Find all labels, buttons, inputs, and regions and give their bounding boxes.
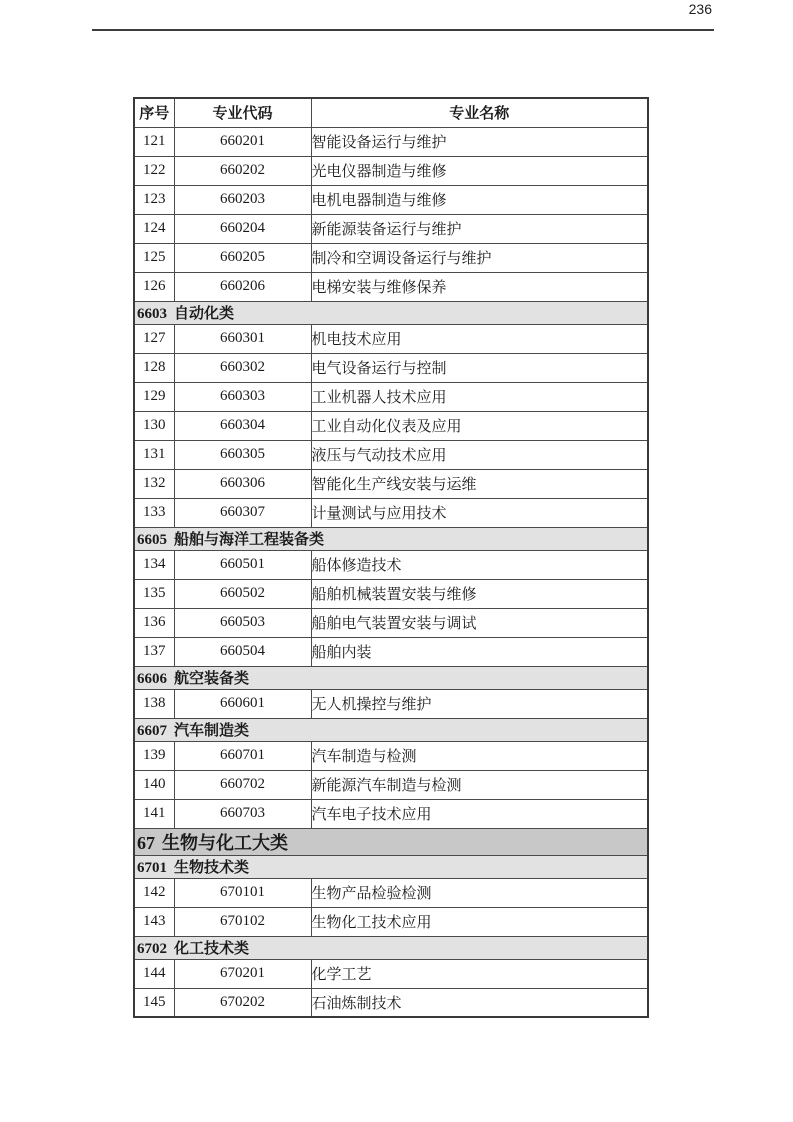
code-cell: 660304 xyxy=(174,411,311,440)
seq-cell: 127 xyxy=(134,324,174,353)
code-cell: 660306 xyxy=(174,469,311,498)
code-cell: 660504 xyxy=(174,637,311,666)
code-cell: 660301 xyxy=(174,324,311,353)
section-name: 汽车制造类 xyxy=(174,722,250,739)
section-row xyxy=(134,718,648,741)
code-cell: 660206 xyxy=(174,272,311,301)
code-cell: 660703 xyxy=(174,799,311,828)
code-cell: 660205 xyxy=(174,243,311,272)
code-cell: 660702 xyxy=(174,770,311,799)
table-row xyxy=(134,959,648,988)
seq-cell: 144 xyxy=(134,959,174,988)
code-cell: 660204 xyxy=(174,214,311,243)
name-cell: 船体修造技术 xyxy=(311,550,648,579)
table-row xyxy=(134,550,648,579)
table-row xyxy=(134,382,648,411)
seq-cell: 128 xyxy=(134,353,174,382)
name-cell: 新能源汽车制造与检测 xyxy=(311,770,648,799)
code-cell: 660201 xyxy=(174,127,311,156)
seq-cell: 123 xyxy=(134,185,174,214)
code-cell: 660601 xyxy=(174,689,311,718)
table-row xyxy=(134,579,648,608)
name-cell: 船舶电气装置安装与调试 xyxy=(311,608,648,637)
table-row xyxy=(134,243,648,272)
code-cell: 670102 xyxy=(174,907,311,936)
seq-cell: 131 xyxy=(134,440,174,469)
seq-cell: 142 xyxy=(134,878,174,907)
section-name: 生物技术类 xyxy=(174,859,250,876)
table-row xyxy=(134,353,648,382)
table-row xyxy=(134,689,648,718)
table-row xyxy=(134,411,648,440)
section-code: 6603 xyxy=(137,306,167,322)
code-cell: 660305 xyxy=(174,440,311,469)
table-row xyxy=(134,440,648,469)
section-code: 67 xyxy=(137,832,155,853)
code-cell: 660502 xyxy=(174,579,311,608)
seq-cell: 121 xyxy=(134,127,174,156)
seq-cell: 122 xyxy=(134,156,174,185)
section-row xyxy=(134,301,648,324)
seq-cell: 132 xyxy=(134,469,174,498)
col-header-seq: 序号 xyxy=(134,98,174,127)
name-cell: 石油炼制技术 xyxy=(311,988,648,1017)
name-cell: 生物产品检验检测 xyxy=(311,878,648,907)
seq-cell: 133 xyxy=(134,498,174,527)
table-row xyxy=(134,498,648,527)
table-row xyxy=(134,156,648,185)
table-row xyxy=(134,185,648,214)
seq-cell: 124 xyxy=(134,214,174,243)
seq-cell: 138 xyxy=(134,689,174,718)
table-row xyxy=(134,272,648,301)
name-cell: 无人机操控与维护 xyxy=(311,689,648,718)
col-header-code: 专业代码 xyxy=(174,98,311,127)
table-row xyxy=(134,878,648,907)
seq-cell: 126 xyxy=(134,272,174,301)
seq-cell: 135 xyxy=(134,579,174,608)
section-name: 船舶与海洋工程装备类 xyxy=(174,531,325,548)
name-cell: 生物化工技术应用 xyxy=(311,907,648,936)
table-row xyxy=(134,469,648,498)
section-row xyxy=(134,936,648,959)
table-row xyxy=(134,324,648,353)
seq-cell: 125 xyxy=(134,243,174,272)
name-cell: 机电技术应用 xyxy=(311,324,648,353)
code-cell: 660501 xyxy=(174,550,311,579)
code-cell: 660503 xyxy=(174,608,311,637)
section-code: 6605 xyxy=(137,532,167,548)
code-cell: 660202 xyxy=(174,156,311,185)
name-cell: 制冷和空调设备运行与维护 xyxy=(311,243,648,272)
seq-cell: 129 xyxy=(134,382,174,411)
name-cell: 工业自动化仪表及应用 xyxy=(311,411,648,440)
seq-cell: 137 xyxy=(134,637,174,666)
section-code: 6701 xyxy=(137,860,167,876)
code-cell: 660303 xyxy=(174,382,311,411)
section-row xyxy=(134,666,648,689)
table-header-row xyxy=(134,98,648,127)
section-label-cell xyxy=(134,718,648,741)
section-label-cell xyxy=(134,828,648,855)
section-name: 化工技术类 xyxy=(174,940,250,957)
section-code: 6607 xyxy=(137,723,167,739)
seq-cell: 139 xyxy=(134,741,174,770)
seq-cell: 134 xyxy=(134,550,174,579)
section-name: 自动化类 xyxy=(174,305,235,322)
name-cell: 光电仪器制造与维修 xyxy=(311,156,648,185)
section-row xyxy=(134,527,648,550)
code-cell: 670202 xyxy=(174,988,311,1017)
section-label-cell xyxy=(134,855,648,878)
section-label-cell xyxy=(134,301,648,324)
name-cell: 液压与气动技术应用 xyxy=(311,440,648,469)
header-rule xyxy=(92,29,714,31)
code-cell: 660203 xyxy=(174,185,311,214)
name-cell: 电机电器制造与维修 xyxy=(311,185,648,214)
code-cell: 660701 xyxy=(174,741,311,770)
seq-cell: 140 xyxy=(134,770,174,799)
majors-table xyxy=(133,97,649,1018)
name-cell: 化学工艺 xyxy=(311,959,648,988)
code-cell: 670201 xyxy=(174,959,311,988)
section-name: 生物与化工大类 xyxy=(162,832,288,853)
table-row xyxy=(134,608,648,637)
name-cell: 工业机器人技术应用 xyxy=(311,382,648,411)
name-cell: 船舶机械装置安装与维修 xyxy=(311,579,648,608)
seq-cell: 141 xyxy=(134,799,174,828)
table-row xyxy=(134,907,648,936)
seq-cell: 143 xyxy=(134,907,174,936)
seq-cell: 136 xyxy=(134,608,174,637)
name-cell: 汽车制造与检测 xyxy=(311,741,648,770)
name-cell: 智能化生产线安装与运维 xyxy=(311,469,648,498)
table-row xyxy=(134,127,648,156)
section-code: 6702 xyxy=(137,941,167,957)
col-header-name: 专业名称 xyxy=(311,98,648,127)
section-row xyxy=(134,855,648,878)
name-cell: 新能源装备运行与维护 xyxy=(311,214,648,243)
page-number: 236 xyxy=(688,1,712,17)
code-cell: 660307 xyxy=(174,498,311,527)
name-cell: 电气设备运行与控制 xyxy=(311,353,648,382)
name-cell: 船舶内装 xyxy=(311,637,648,666)
section-code: 6606 xyxy=(137,671,167,687)
name-cell: 智能设备运行与维护 xyxy=(311,127,648,156)
major-section-row xyxy=(134,828,648,855)
code-cell: 670101 xyxy=(174,878,311,907)
name-cell: 计量测试与应用技术 xyxy=(311,498,648,527)
seq-cell: 145 xyxy=(134,988,174,1017)
table-row xyxy=(134,799,648,828)
table-row xyxy=(134,214,648,243)
table-row xyxy=(134,741,648,770)
section-label-cell xyxy=(134,936,648,959)
section-label-cell xyxy=(134,527,648,550)
seq-cell: 130 xyxy=(134,411,174,440)
section-name: 航空装备类 xyxy=(174,670,250,687)
table-row xyxy=(134,637,648,666)
code-cell: 660302 xyxy=(174,353,311,382)
section-label-cell xyxy=(134,666,648,689)
table-row xyxy=(134,988,648,1017)
table-row xyxy=(134,770,648,799)
name-cell: 汽车电子技术应用 xyxy=(311,799,648,828)
name-cell: 电梯安装与维修保养 xyxy=(311,272,648,301)
